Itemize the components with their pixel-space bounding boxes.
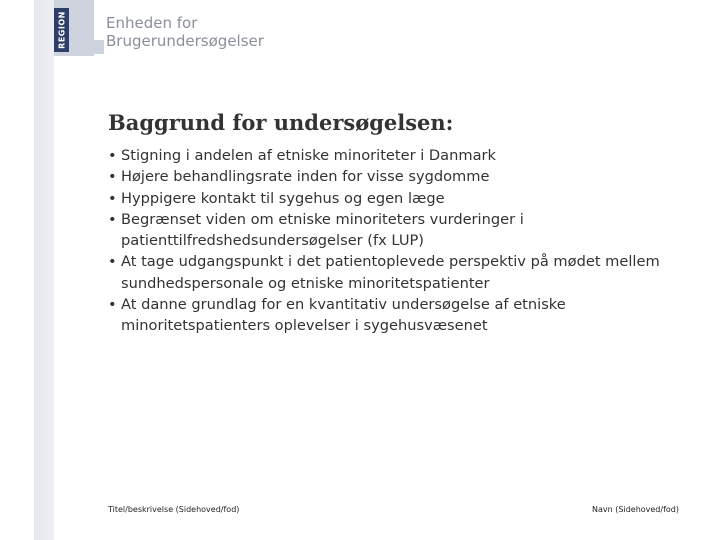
region-badge bbox=[54, 8, 69, 52]
region-badge-text: REGION bbox=[57, 11, 66, 49]
bullet-item: • Højere behandlingsrate inden for visse sygdomme bbox=[108, 166, 693, 187]
unit-name bbox=[106, 14, 264, 50]
bullet-item: • Hyppigere kontakt til sygehus og egen læge bbox=[108, 188, 693, 209]
footer-right: Navn (Sidehoved/fod) bbox=[592, 505, 679, 514]
bullet-list bbox=[108, 145, 693, 337]
bullet-item: • At danne grundlag for en kvantitativ undersøgelse af etniske minoritetspatienters oplevelser i sygehusvæsenet bbox=[108, 294, 693, 337]
left-decorative-band bbox=[34, 0, 54, 540]
bullet-item: • At tage udgangspunkt i det patientoplevede perspektiv på mødet mellem sundhedspersonale og etniske minoritetspatienter bbox=[108, 251, 693, 294]
bullet-item: • Begrænset viden om etniske minoriteters vurderinger i patienttilfredshedsundersøgelser (fx LUP) bbox=[108, 209, 693, 252]
bullet-item: • Stigning i andelen af etniske minoriteter i Danmark bbox=[108, 145, 693, 166]
slide-title: Baggrund for undersøgelsen: bbox=[108, 110, 454, 135]
unit-name-line-2: Brugerundersøgelser bbox=[106, 32, 264, 50]
footer-left: Titel/beskrivelse (Sidehoved/fod) bbox=[108, 505, 240, 514]
unit-name-line-1: Enheden for bbox=[106, 14, 198, 32]
